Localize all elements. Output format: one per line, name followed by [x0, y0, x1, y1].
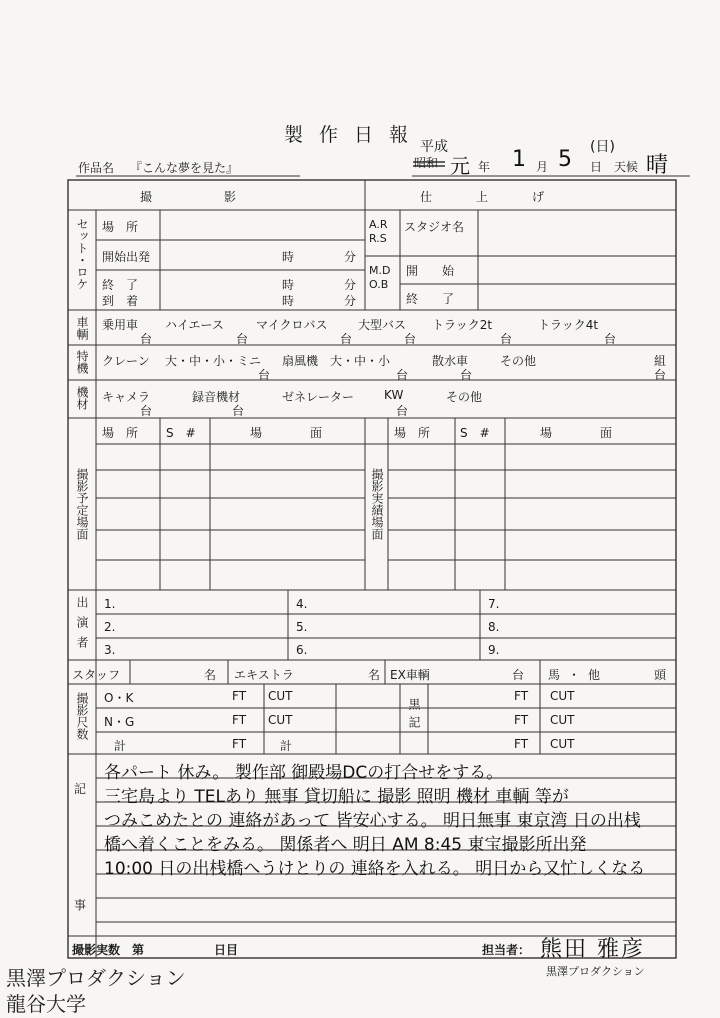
total-label: 計 [114, 739, 127, 753]
cast-6: 6. [296, 643, 308, 657]
end-hour-label: 時 [282, 278, 295, 292]
planned-place-header: 場 所 [102, 426, 139, 440]
planned-scene-header: 場 面 [250, 426, 323, 440]
work-name: 『こんな夢を見た』 [130, 161, 239, 175]
special-unit: 台 [396, 368, 409, 382]
equipment-unit: 台 [140, 404, 153, 418]
actual-place-header: 場 所 [394, 426, 431, 440]
arrive-hour-label: 時 [282, 294, 295, 308]
year-handwritten: 元 [450, 154, 470, 178]
actual-sno-header: S # [460, 426, 490, 440]
company-print: 黒澤プロダクション [546, 965, 645, 978]
cast-8: 8. [488, 620, 500, 634]
actual-scene-header: 場 面 [540, 426, 613, 440]
ars-label: A.R R.S [369, 218, 388, 245]
ng-ft: FT [232, 713, 247, 727]
vehicle-hiace: ハイエース [165, 318, 224, 332]
start-minute-label: 分 [344, 250, 357, 264]
year-unit: 年 [478, 160, 491, 174]
ex-vehicle-unit: 台 [512, 668, 525, 682]
vehicle-unit: 台 [404, 332, 417, 346]
equipment-label: 機材 [75, 386, 89, 410]
vehicle-unit: 台 [236, 332, 249, 346]
vehicle-unit: 台 [500, 332, 513, 346]
bw-ft-2: FT [514, 713, 529, 727]
watermark-line2: 龍谷大学 [6, 992, 86, 1016]
kw-label: KW [384, 388, 404, 402]
cast-1: 1. [104, 597, 116, 611]
md-label: M.D O.B [369, 264, 391, 291]
total-cut: 計 [280, 739, 293, 753]
bw-cut-2: CUT [550, 713, 575, 727]
actual-scenes-label: 撮影実績場面 [370, 468, 384, 540]
ng-cut: CUT [268, 713, 293, 727]
start-hour-label: 時 [282, 250, 295, 264]
generator-label: ゼネレーター [282, 390, 355, 404]
ok-cut: CUT [268, 689, 293, 703]
planned-sno-header: S # [166, 426, 196, 440]
end-minute-label: 分 [344, 278, 357, 292]
note-line-1: 各パート 休み。 製作部 御殿場DCの打合せをする。 [104, 763, 504, 783]
bw-cut-1: CUT [550, 689, 575, 703]
month-handwritten: 1 [512, 147, 526, 172]
weather-handwritten: 晴 [646, 153, 669, 178]
arrive-label: 到 着 [102, 294, 139, 308]
work-name-label: 作品名 [78, 161, 115, 175]
vehicle-sedan: 乗用車 [102, 318, 139, 332]
fan-label: 扇風機 [282, 354, 319, 368]
shooting-days-label: 撮影実数 第 [72, 943, 145, 957]
cast-4: 4. [296, 597, 308, 611]
planned-scenes-label: 撮影予定場面 [75, 468, 89, 540]
extra-label: エキストラ [234, 668, 294, 682]
day-unit: 日 [590, 160, 603, 174]
equipment-unit: 台 [232, 404, 245, 418]
weekday-handwritten: (日) [590, 139, 615, 155]
cast-3: 3. [104, 643, 116, 657]
weather-label: 天候 [614, 160, 639, 174]
crane-label: クレーン [102, 354, 150, 368]
vehicle-unit: 台 [340, 332, 353, 346]
cast-2: 2. [104, 620, 116, 634]
vehicles-label: 車輌 [75, 316, 89, 340]
vehicle-bus: 大型バス [358, 318, 407, 332]
sound-label: 録音機材 [192, 390, 241, 404]
special-unit: 台 [654, 368, 667, 382]
cast-label: 出演者 [75, 596, 89, 656]
cast-5: 5. [296, 620, 308, 634]
finish-label: 終 了 [406, 292, 455, 306]
cast-9: 9. [488, 643, 500, 657]
era-printed: 昭和 [414, 156, 439, 170]
cast-7: 7. [488, 597, 500, 611]
set-unit: 組 [654, 354, 667, 368]
vehicle-truck4t: トラック4t [538, 318, 599, 332]
bw-ft-1: FT [514, 689, 529, 703]
staff-name-unit: 名 [204, 668, 217, 682]
total-ft: FT [232, 737, 247, 751]
rain-truck-label: 散水車 [432, 354, 469, 368]
finishing-header: 仕 上 げ [420, 190, 547, 204]
head-unit: 頭 [654, 668, 667, 682]
arrive-minute-label: 分 [344, 294, 357, 308]
fan-sizes: 大・中・小 [330, 354, 391, 368]
camera-label: キャメラ [102, 390, 151, 404]
page-title: 製作日報 [284, 124, 425, 146]
shooting-header: 撮 影 [140, 190, 239, 204]
end-label: 終 了 [102, 278, 139, 292]
person-label: 担当者： [482, 943, 531, 957]
month-unit: 月 [536, 160, 549, 174]
staff-label: スタッフ [72, 668, 121, 682]
note-line-3: つみこめたとの 連絡があって 皆安心する。 明日無事 東京湾 日の出桟 [104, 811, 641, 831]
vehicle-unit: 台 [604, 332, 617, 346]
footage-label: 撮影尺数 [75, 692, 89, 740]
special-unit: 台 [258, 368, 271, 382]
special-unit: 台 [460, 368, 473, 382]
bw-cut-3: CUT [550, 737, 575, 751]
horse-label: 馬・他 [548, 668, 609, 682]
vehicle-truck2t: トラック2t [432, 318, 493, 332]
vehicle-microbus: マイクロバス [256, 318, 328, 332]
crane-sizes: 大・中・小・ミニ [165, 354, 262, 368]
equipment-other-label: その他 [446, 390, 483, 404]
vehicle-unit: 台 [140, 332, 153, 346]
era-handwritten: 平成 [420, 139, 448, 155]
extra-name-unit: 名 [368, 668, 381, 682]
watermark-line1: 黒澤プロダクション [6, 966, 186, 990]
start-label: 開始出発 [102, 250, 151, 264]
note-line-2: 三宅島より TELあり 無事 貸切船に 撮影 照明 機材 車輌 等が [104, 787, 569, 807]
begin-label: 開 始 [406, 264, 455, 278]
note-line-4: 橋へ着くことをみる。 関係者へ 明日 AM 8:45 東宝撮影所出発 [104, 835, 587, 855]
shooting-days-unit: 日目 [214, 943, 239, 957]
special-label: 特機 [75, 350, 89, 374]
special-other-label: その他 [500, 354, 537, 368]
bw-label: 黒記 [407, 698, 421, 734]
day-handwritten: 5 [558, 147, 572, 172]
place-label: 場 所 [102, 220, 139, 234]
studio-label: スタジオ名 [404, 220, 465, 234]
ok-ft: FT [232, 689, 247, 703]
person-name: 熊田 雅彦 [540, 937, 645, 962]
ok-label: O・K [104, 691, 134, 705]
equipment-unit: 台 [396, 404, 409, 418]
ng-label: N・G [104, 715, 135, 729]
bw-ft-3: FT [514, 737, 529, 751]
notes-label-top: 記 [74, 782, 87, 796]
note-line-5: 10:00 日の出桟橋へうけとりの 連絡を入れる。 明日から又忙しくなる [104, 859, 646, 879]
ex-vehicle-label: EX車輌 [390, 668, 430, 682]
notes-label-bottom: 事 [74, 898, 87, 912]
set-loc-label: セット・ロケ [75, 218, 89, 290]
